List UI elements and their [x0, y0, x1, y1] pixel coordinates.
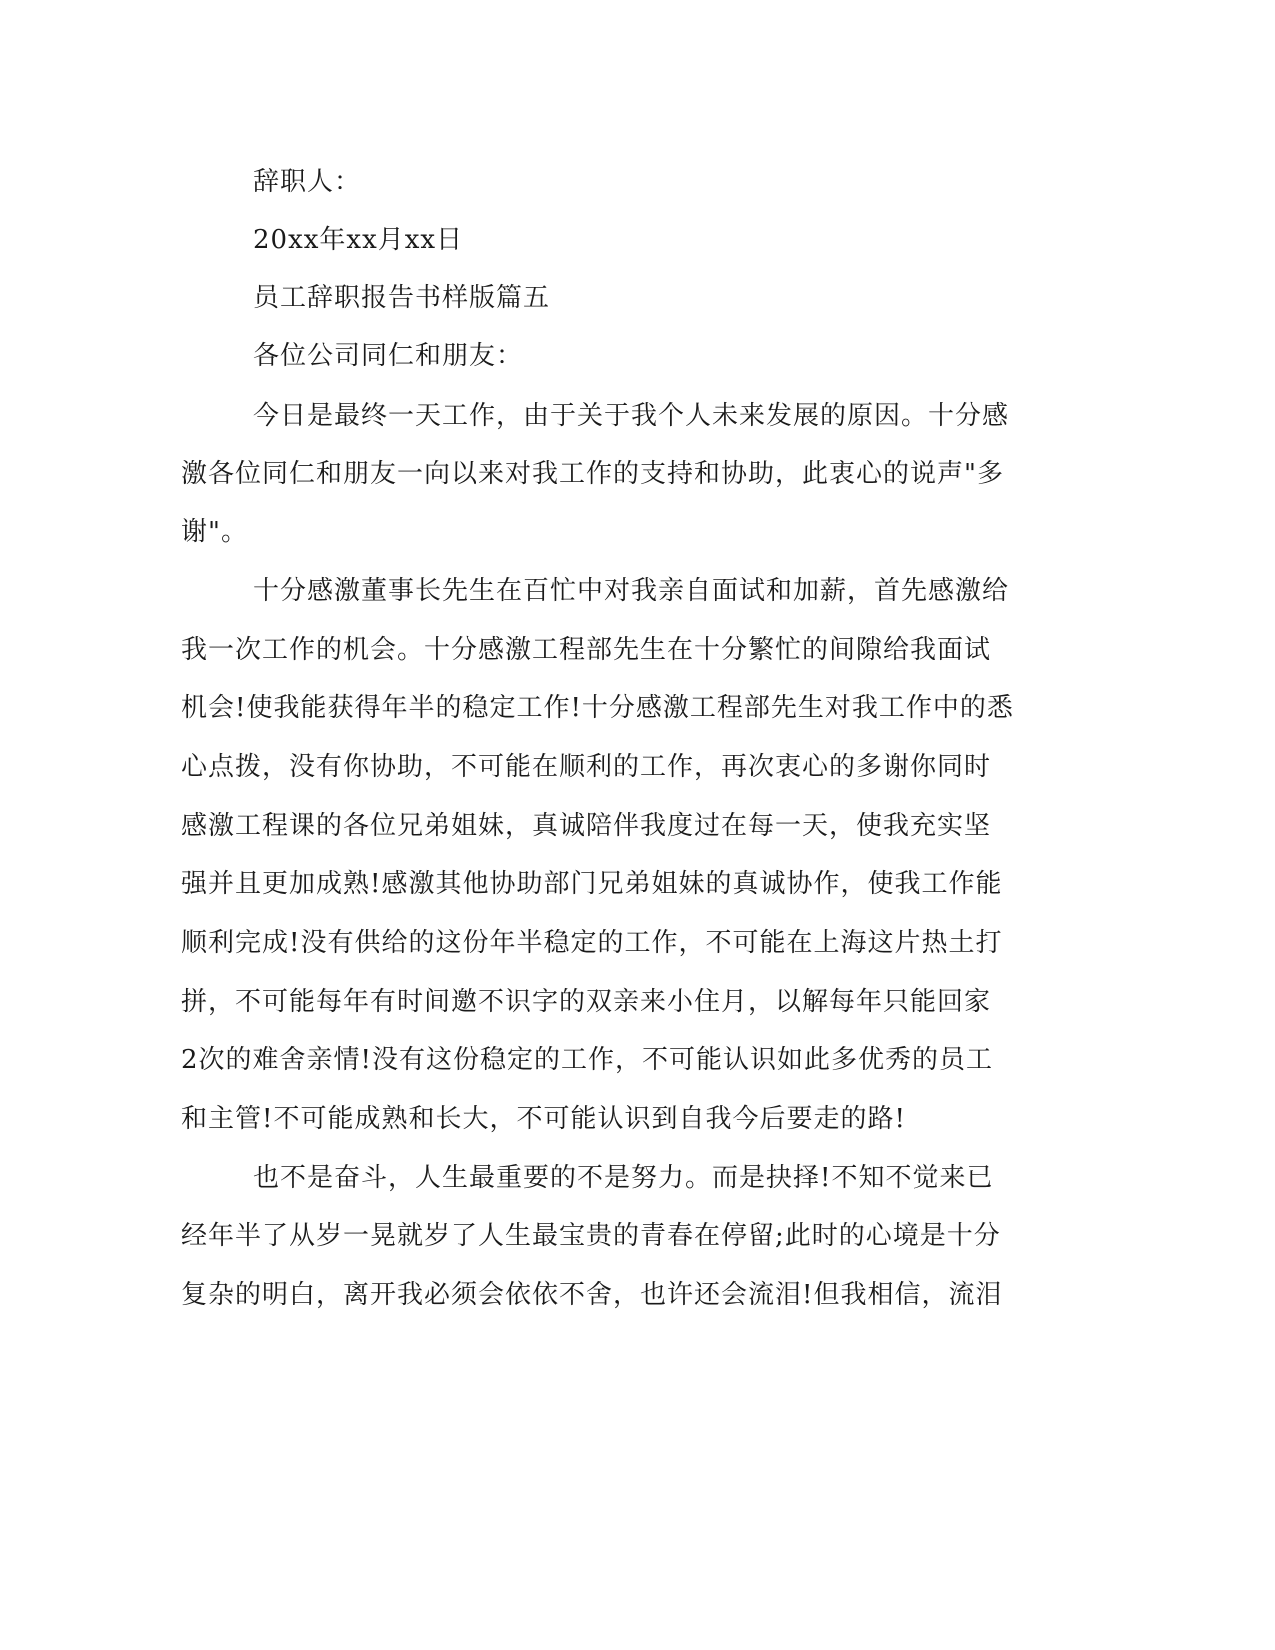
- paragraph-line: 今日是最终一天工作，由于关于我个人未来发展的原因。十分感: [253, 401, 1010, 431]
- paragraph-line: 拼，不可能每年有时间邀不识字的双亲来小住月，以解每年只能回家: [181, 987, 992, 1017]
- date-line: 20xx年xx月xx日: [253, 225, 464, 255]
- section-title: 员工辞职报告书样版篇五: [253, 283, 551, 313]
- paragraph-line: 也不是奋斗，人生最重要的不是努力。而是抉择!不知不觉来已: [253, 1163, 994, 1193]
- salutation: 各位公司同仁和朋友：: [253, 341, 524, 371]
- paragraph-line: 强并且更加成熟!感激其他协助部门兄弟姐妹的真诚协作，使我工作能: [181, 869, 1003, 899]
- paragraph-line: 心点拨，没有你协助，不可能在顺利的工作，再次衷心的多谢你同时: [181, 752, 992, 782]
- paragraph-line: 经年半了从岁一晃就岁了人生最宝贵的青春在停留;此时的心境是十分: [181, 1221, 1001, 1251]
- paragraph-line: 复杂的明白，离开我必须会依依不舍，也许还会流泪!但我相信，流泪: [181, 1280, 1003, 1310]
- paragraph-line: 顺利完成!没有供给的这份年半稳定的工作，不可能在上海这片热土打: [181, 928, 1003, 958]
- paragraph-line: 机会!使我能获得年半的稳定工作!十分感激工程部先生对我工作中的悉: [181, 693, 1014, 723]
- paragraph-line: 十分感激董事长先生在百忙中对我亲自面试和加薪，首先感激给: [253, 576, 1010, 606]
- signer-label: 辞职人：: [253, 167, 362, 197]
- paragraph-line: 我一次工作的机会。十分感激工程部先生在十分繁忙的间隙给我面试: [181, 635, 992, 665]
- paragraph-line: 谢"。: [181, 517, 248, 547]
- paragraph-line: 和主管!不可能成熟和长大，不可能认识到自我今后要走的路!: [181, 1104, 906, 1134]
- paragraph-line: 2次的难舍亲情!没有这份稳定的工作，不可能认识如此多优秀的员工: [181, 1045, 993, 1075]
- paragraph-line: 感激工程课的各位兄弟姐妹，真诚陪伴我度过在每一天，使我充实坚: [181, 811, 992, 841]
- paragraph-line: 激各位同仁和朋友一向以来对我工作的支持和协助，此衷心的说声"多: [181, 459, 1004, 489]
